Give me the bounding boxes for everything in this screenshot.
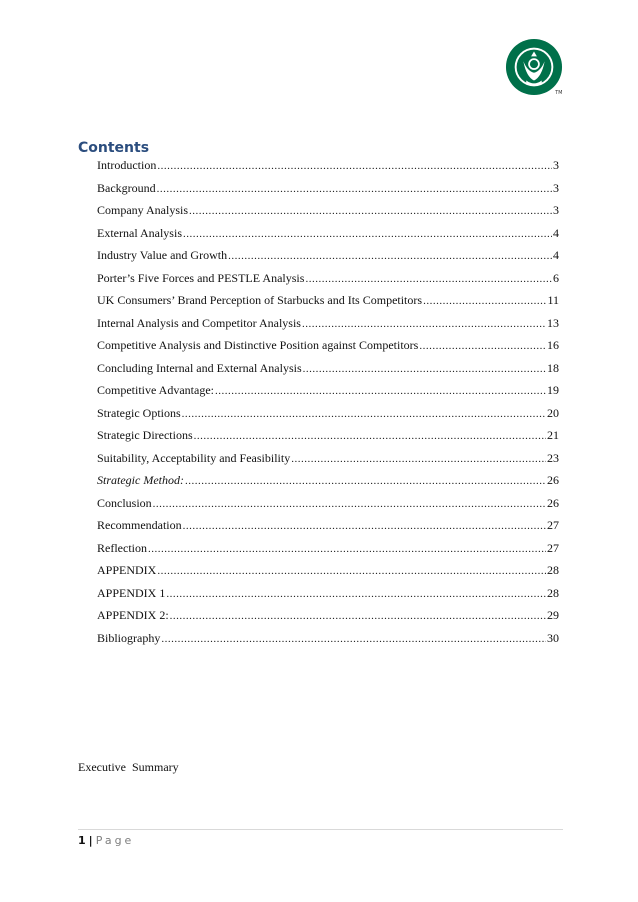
toc-entry-page: 3 [553,180,559,195]
toc-dot-leader [157,564,546,578]
toc-dot-leader [166,587,546,601]
toc-dot-leader [423,294,546,308]
toc-dot-leader [189,204,552,218]
toc-entry-page: 27 [547,518,559,532]
toc-entry-page: 6 [553,270,559,285]
footer-divider [78,829,563,830]
siren-logo-icon [505,38,563,96]
toc-entry-page: 23 [547,450,559,465]
toc-entry-label: APPENDIX 2: [97,608,169,622]
toc-entry-page: 21 [547,428,559,442]
toc-entry-page: 4 [553,248,559,262]
table-of-contents [97,158,559,653]
toc-dot-leader [183,227,552,241]
toc-dot-leader [157,182,552,196]
toc-entry-page: 3 [553,158,559,172]
toc-entry[interactable] [97,248,559,271]
toc-dot-leader [148,542,546,556]
footer-separator: | [88,834,93,847]
toc-dot-leader [291,452,546,466]
toc-entry[interactable] [97,541,559,564]
toc-entry-page: 28 [547,563,559,577]
toc-entry-label: Competitive Analysis and Distinctive Position against Competitors [97,338,419,352]
toc-entry-page: 18 [547,360,559,375]
toc-dot-leader [183,519,546,533]
toc-entry[interactable] [97,181,559,204]
toc-entry-label: Industry Value and Growth [97,248,228,262]
toc-entry-page: 4 [553,225,559,240]
toc-entry[interactable] [97,451,559,474]
toc-entry-page: 16 [547,338,559,352]
toc-dot-leader [303,362,546,376]
toc-entry[interactable] [97,226,559,249]
toc-entry-page: 29 [547,608,559,622]
toc-entry-label: APPENDIX [97,563,157,577]
toc-entry-label: Company Analysis [97,203,189,217]
toc-dot-leader [161,632,546,646]
toc-entry[interactable] [97,338,559,361]
toc-entry-page: 20 [547,405,559,420]
toc-dot-leader [228,249,552,263]
toc-entry-label: Bibliography [97,630,161,645]
toc-entry-label: Porter’s Five Forces and PESTLE Analysis [97,270,305,285]
toc-entry[interactable] [97,631,559,654]
toc-entry-page: 30 [547,630,559,645]
contents-heading: Contents [78,140,150,156]
toc-entry-label: Strategic Method: [97,473,184,487]
toc-dot-leader [185,474,546,488]
toc-entry-label: Introduction [97,158,157,172]
toc-entry[interactable] [97,586,559,609]
page-footer [78,834,134,847]
toc-dot-leader [182,407,546,421]
svg-text:TM: TM [555,91,563,96]
toc-entry[interactable] [97,383,559,406]
toc-entry[interactable] [97,203,559,226]
toc-entry-label: Strategic Options [97,405,181,420]
toc-entry-label: APPENDIX 1 [97,585,166,600]
toc-entry[interactable] [97,518,559,541]
toc-entry[interactable] [97,406,559,429]
toc-entry[interactable] [97,361,559,384]
toc-entry-page: 28 [547,585,559,600]
toc-entry-label: UK Consumers’ Brand Perception of Starbucks and Its Competitors [97,293,423,307]
toc-dot-leader [302,317,546,331]
toc-entry-page: 27 [547,540,559,555]
toc-dot-leader [153,497,546,511]
toc-entry-page: 3 [553,203,559,217]
toc-entry-label: External Analysis [97,225,182,240]
toc-entry-label: Reflection [97,540,147,555]
toc-entry-page: 19 [547,383,559,397]
toc-entry-label: Background [97,180,156,195]
toc-entry[interactable] [97,473,559,496]
toc-entry[interactable] [97,316,559,339]
toc-entry-page: 11 [547,293,559,307]
toc-entry-label: Conclusion [97,495,152,510]
toc-entry-label: Competitive Advantage: [97,383,214,397]
toc-entry[interactable] [97,271,559,294]
toc-entry[interactable] [97,428,559,451]
toc-dot-leader [157,159,552,173]
starbucks-logo [505,38,563,96]
toc-entry-label: Strategic Directions [97,428,193,442]
toc-entry[interactable] [97,496,559,519]
toc-entry-page: 13 [547,315,559,330]
toc-entry-label: Suitability, Acceptability and Feasibility [97,450,291,465]
toc-dot-leader [170,609,546,623]
toc-dot-leader [419,339,546,353]
toc-entry[interactable] [97,158,559,181]
toc-entry[interactable] [97,563,559,586]
footer-page-label: Page [95,834,135,847]
toc-dot-leader [305,272,552,286]
toc-dot-leader [215,384,546,398]
executive-summary-heading: Executive Summary [78,760,179,774]
toc-dot-leader [194,429,546,443]
toc-entry-label: Internal Analysis and Competitor Analysis [97,315,301,330]
toc-entry-label: Recommendation [97,518,182,532]
footer-page-number: 1 [78,834,86,847]
toc-entry-page: 26 [547,473,559,487]
toc-entry-page: 26 [547,495,559,510]
toc-entry[interactable] [97,608,559,631]
toc-entry[interactable] [97,293,559,316]
toc-entry-label: Concluding Internal and External Analysis [97,360,302,375]
